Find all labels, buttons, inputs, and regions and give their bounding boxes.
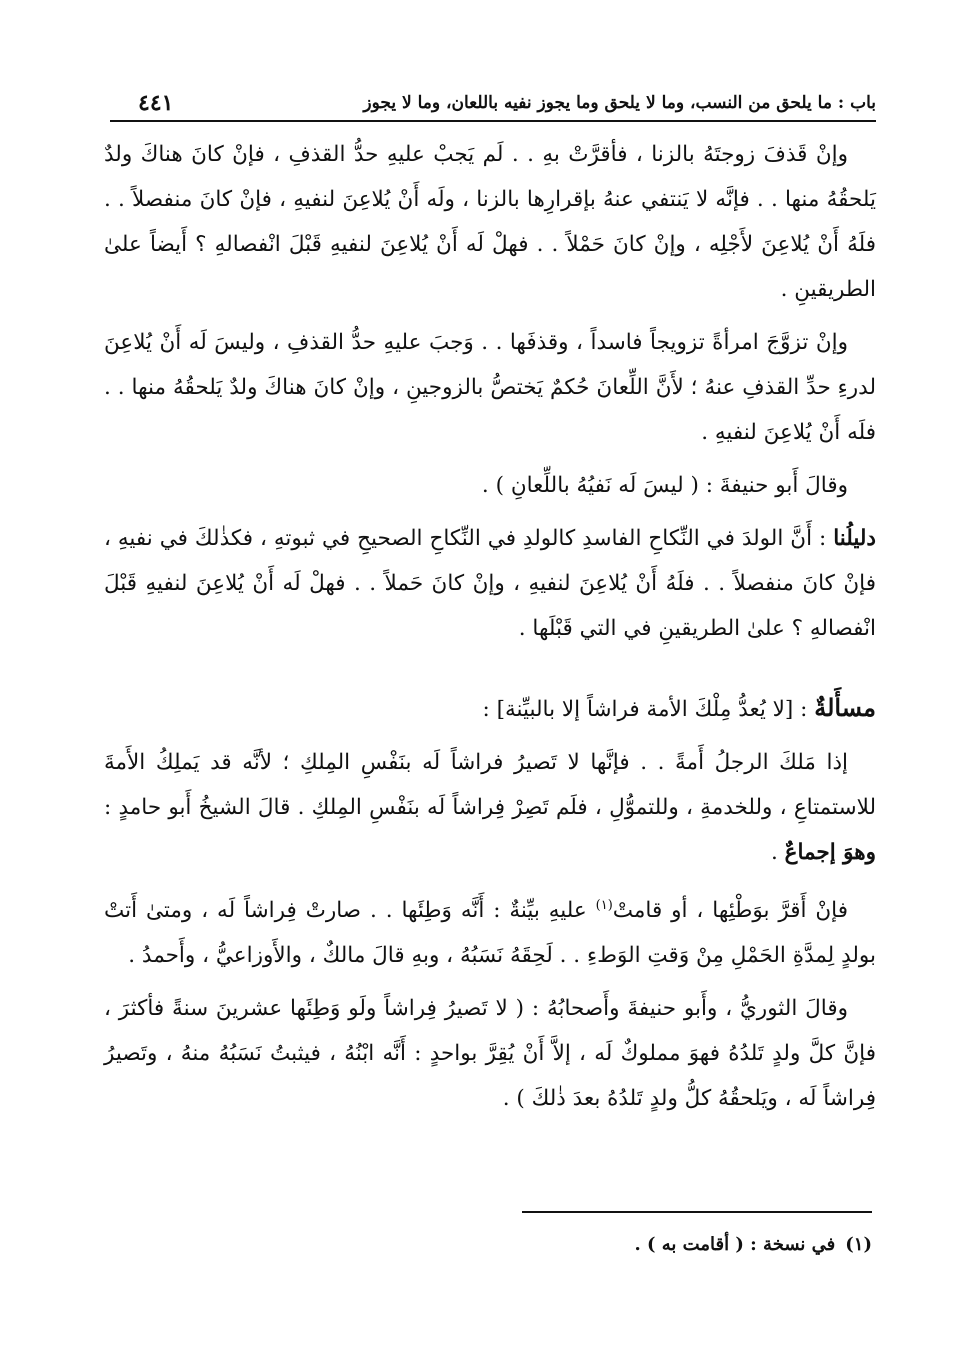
running-title: باب : ما يلحق من النسب، وما لا يلحق وما يجوز نفيه باللعان، وما لا يجوز: [363, 93, 876, 113]
footnote-number: (١): [845, 1234, 872, 1255]
masala-heading: [104, 685, 876, 732]
page-body: [104, 132, 876, 1129]
paragraph-text: إذا مَلكَ الرجلُ أَمةً . . فإنَّها لا تَصيرُ فراشاً لَه بنَفْسِ المِلكِ ؛ لأنَّه قد يَملِكُ الأَمةَ للاستمتاعِ ، وللخدمةِ ، وللتموُّلِ ، فلَم تَصِرْ فِراشاً لَه بنَفْسِ المِلكِ . قالَ الشيخُ أَبو حامدٍ :: [104, 750, 876, 820]
footnote: [172, 1234, 872, 1255]
paragraph: [104, 740, 876, 875]
paragraph: [104, 883, 876, 978]
paragraph-text: فإنْ أَقرَّ بوَطْئِها ، أو قامتْ: [612, 898, 848, 924]
paragraph-daleeluna: [104, 516, 876, 651]
footnote-divider: [522, 1211, 872, 1213]
footnote-text: في نسخة : ( أقامت به ) .: [634, 1234, 836, 1255]
paragraph-text: عليهِ بيِّنةٌ : أَنَّه وَطِئَها . . صارتْ فِراشاً لَه ، ومتىٰ أَتتْ بولدٍ لِمدَّةِ الحَمْلِ مِنْ وَقتِ الوَطءِ . . لَحِقَهُ نَسَبُهُ ، وبهِ قالَ مالكٌ ، والأَوزاعيُّ ، وأَحمدُ .: [104, 898, 876, 969]
paragraph: وقالَ الثوريُّ ، وأَبو حنيفةَ وأَصحابُهُ : ( لا تَصيرُ فِراشاً ولَو وَطِئَها عشرينَ سنةً فأكثرَ ، فإنَّ كلَّ ولدٍ تَلدُهُ فهوَ مملوكٌ لَه ، إلاَّ أَنْ يُقِرَّ بواحدٍ : أَنَّه ابْنُهُ ، فيثبتُ نَسَبُهُ منهُ ، وتَصيرُ فِراشاً لَه ، ويَلحقُهُ كلُّ ولدٍ تَلدُهُ بعدَ ذٰلكَ ) .: [104, 996, 876, 1112]
page-number: ٤٤١: [138, 90, 174, 116]
masala-title: : [لا يُعدُّ مِلْكَ الأمة فراشاً إلا بالبيِّنة] :: [482, 697, 815, 722]
paragraph: وإنْ قَذفَ زوجتَهُ بالزنا ، فأقرَّتْ بهِ . . لَم يَجبْ عليهِ حدُّ القذفِ ، فإنْ كانَ هناكَ ولدٌ يَلحقُهُ منها . . فإنَّه لا يَنتفي عنهُ بإقرارِها بالزنا ، ولَه أَنْ يُلاعِنَ لنفيهِ ، فإنْ كانَ منفصلاً . . فلَهُ أَنْ يُلاعِنَ لأَجْلِه ، وإنْ كانَ حَمْلاً . . فهلْ لَه أَنْ يُلاعِنَ لنفيهِ قَبْلَ انْفصالهِ ؟ أَيضاً علىٰ الطريقينِ .: [104, 142, 876, 302]
daleeluna-text: : أَنَّ الولدَ في النِّكاحِ الفاسدِ كالولدِ في النِّكاحِ الصحيحِ في ثبوتهِ ، فكذٰلكَ في نفيهِ ، فإنْ كانَ منفصلاً . . فلَهُ أَنْ يُلاعِنَ لنفيهِ ، وإنْ كانَ حَملاً . . فهلْ لَه أَنْ يُلاعِنَ لنفيهِ قَبْلَ انْفصالهِ ؟ علىٰ الطريقينِ في التي قَبْلَها .: [104, 526, 876, 641]
paragraph: وإنْ تزوَّجَ امرأةً تزويجاً فاسداً ، وقذفَها . . وَجبَ عليهِ حدُّ القذفِ ، وليسَ لَه أَنْ يُلاعِنَ لدرءِ حدِّ القذفِ عنهُ ؛ لأَنَّ اللِّعانَ حُكمٌ يَختصُّ بالزوجينِ ، وإنْ كانَ هناكَ ولدٌ يَلحقُهُ منها . . فلَه أَنْ يُلاعِنَ لنفيهِ .: [104, 330, 876, 445]
page-header: [110, 86, 876, 122]
paragraph: وقالَ أَبو حنيفةَ : ( ليسَ لَه نَفيُهُ باللِّعانِ ) .: [481, 473, 848, 498]
footnote-marker: (١): [595, 898, 613, 913]
paragraph-text: .: [770, 840, 785, 865]
masala-label: مسأَلةٌ: [814, 693, 876, 722]
emphasis-text: وهوَ إجماعٌ: [784, 840, 876, 865]
daleeluna-label: دليلُنا: [833, 526, 876, 551]
